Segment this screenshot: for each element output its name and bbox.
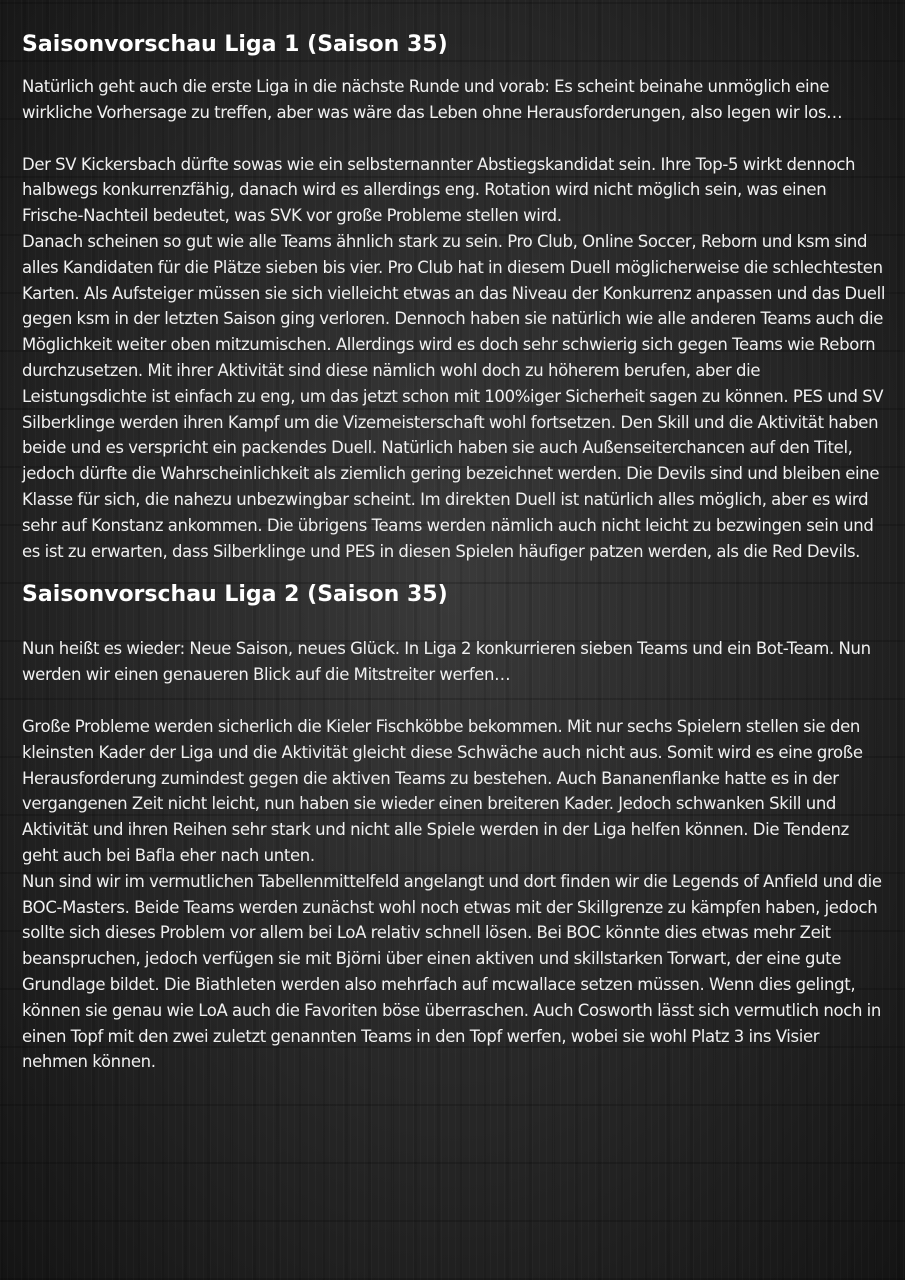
spacer: [22, 564, 888, 580]
intro-paragraph: Nun heißt es wieder: Neue Saison, neues Glück. In Liga 2 konkurrieren sieben Teams und ein Bot-Team. Nun werden wir einen genaueren Blick auf die Mitstreiter werfen…: [22, 639, 871, 685]
section-title: Saisonvorschau Liga 2 (Saison 35): [22, 582, 448, 608]
section-liga-2: [22, 580, 888, 1075]
article: [22, 30, 888, 1075]
body-paragraph: Große Probleme werden sicherlich die Kieler Fischköbbe bekommen. Mit nur sechs Spielern stellen sie den kleinsten Kader der Liga und die Aktivität gleicht diese Schwäche auch nicht aus. Somit wird es eine große Herausforderung zumindest gegen die aktiven Teams zu bestehen. Auch Bananenflanke hatte es in der vergangenen Zeit nicht leicht, nun haben sie wieder einen breiteren Kader. Jedoch schwanken Skill und Aktivität und ihren Reihen sehr stark und nicht alle Spiele werden in der Liga helfen können. Die Tendenz geht auch bei Bafla eher nach unten.: [22, 716, 863, 865]
intro-paragraph: Natürlich geht auch die erste Liga in die nächste Runde und vorab: Es scheint beinahe unmöglich eine wirkliche Vorhersage zu treffen, aber was wäre das Leben ohne Herausforderungen, also legen wir los…: [22, 77, 843, 122]
spacer: [22, 610, 888, 636]
spacer: [22, 126, 888, 152]
body-paragraph: Nun sind wir im vermutlichen Tabellenmittelfeld angelangt und dort finden wir die Legends of Anfield und die BOC-Masters. Beide Teams werden zunächst wohl noch etwas mit der Skillgrenze zu kämpfen haben, jedoch sollte sich dieses Problem vor allem bei LoA relativ schnell lösen. Bei BOC könnte dies etwas mehr Zeit beanspruchen, jedoch verfügen sie mit Björni über einen aktiven und skillstarken Torwart, der eine gute Grundlage bildet. Die Biathleten werden also mehrfach auf mcwallace setzen müssen. Wenn dies gelingt, können sie genau wie LoA auch die Favoriten böse überraschen. Auch Cosworth lässt sich vermutlich noch in einen Topf mit den zwei zuletzt genannten Teams in den Topf werfen, wobei sie wohl Platz 3 ins Visier nehmen können.: [22, 871, 882, 1072]
body-paragraph: Der SV Kickersbach dürfte sowas wie ein selbsternannter Abstiegskandidat sein. Ihre Top-5 wirkt dennoch halbwegs konkurrenzfähig, danach wird es allerdings eng. Rotation wird nicht möglich sein, was einen Frische-Nachteil bedeutet, was SVK vor große Probleme stellen wird.: [22, 154, 856, 226]
section-title: Saisonvorschau Liga 1 (Saison 35): [22, 32, 448, 57]
spacer: [22, 60, 888, 74]
body-paragraph: Danach scheinen so gut wie alle Teams ähnlich stark zu sein. Pro Club, Online Soccer, Reborn und ksm sind alles Kandidaten für die Plätze sieben bis vier. Pro Club hat in diesem Duell möglicherweise die schlechtesten Karten. Als Aufsteiger müssen sie sich vielleicht etwas an das Niveau der Konkurrenz anpassen und das Duell gegen ksm in der letzten Saison ging verloren. Dennoch haben sie natürlich wie alle anderen Teams auch die Möglichkeit weiter oben mitzumischen. Allerdings wird es doch sehr schwierig sich gegen Teams wie Reborn durchzusetzen. Mit ihrer Aktivität sind diese nämlich wohl doch zu höherem berufen, aber die Leistungsdichte ist einfach zu eng, um das jetzt schon mit 100%iger Sicherheit sagen zu können. PES und SV Silberklinge werden ihren Kampf um die Vizemeisterschaft wohl fortsetzen. Den Skill und die Aktivität haben beide und es verspricht ein packendes Duell. Natürlich haben sie auch Außenseiterchancen auf den Titel, jedoch dürfte die Wahrscheinlichkeit als ziemlich gering bezeichnet werden. Die Devils sind und bleiben eine Klasse für sich, die nahezu unbezwingbar scheint. Im direkten Duell ist natürlich alles möglich, aber es wird sehr auf Konstanz ankommen. Die übrigens Teams werden nämlich auch nicht leicht zu bezwingen sein und es ist zu erwarten, dass Silberklinge und PES in diesen Spielen häufiger patzen werden, als die Red Devils.: [22, 231, 886, 561]
section-liga-1: [22, 30, 888, 564]
spacer: [22, 688, 888, 714]
